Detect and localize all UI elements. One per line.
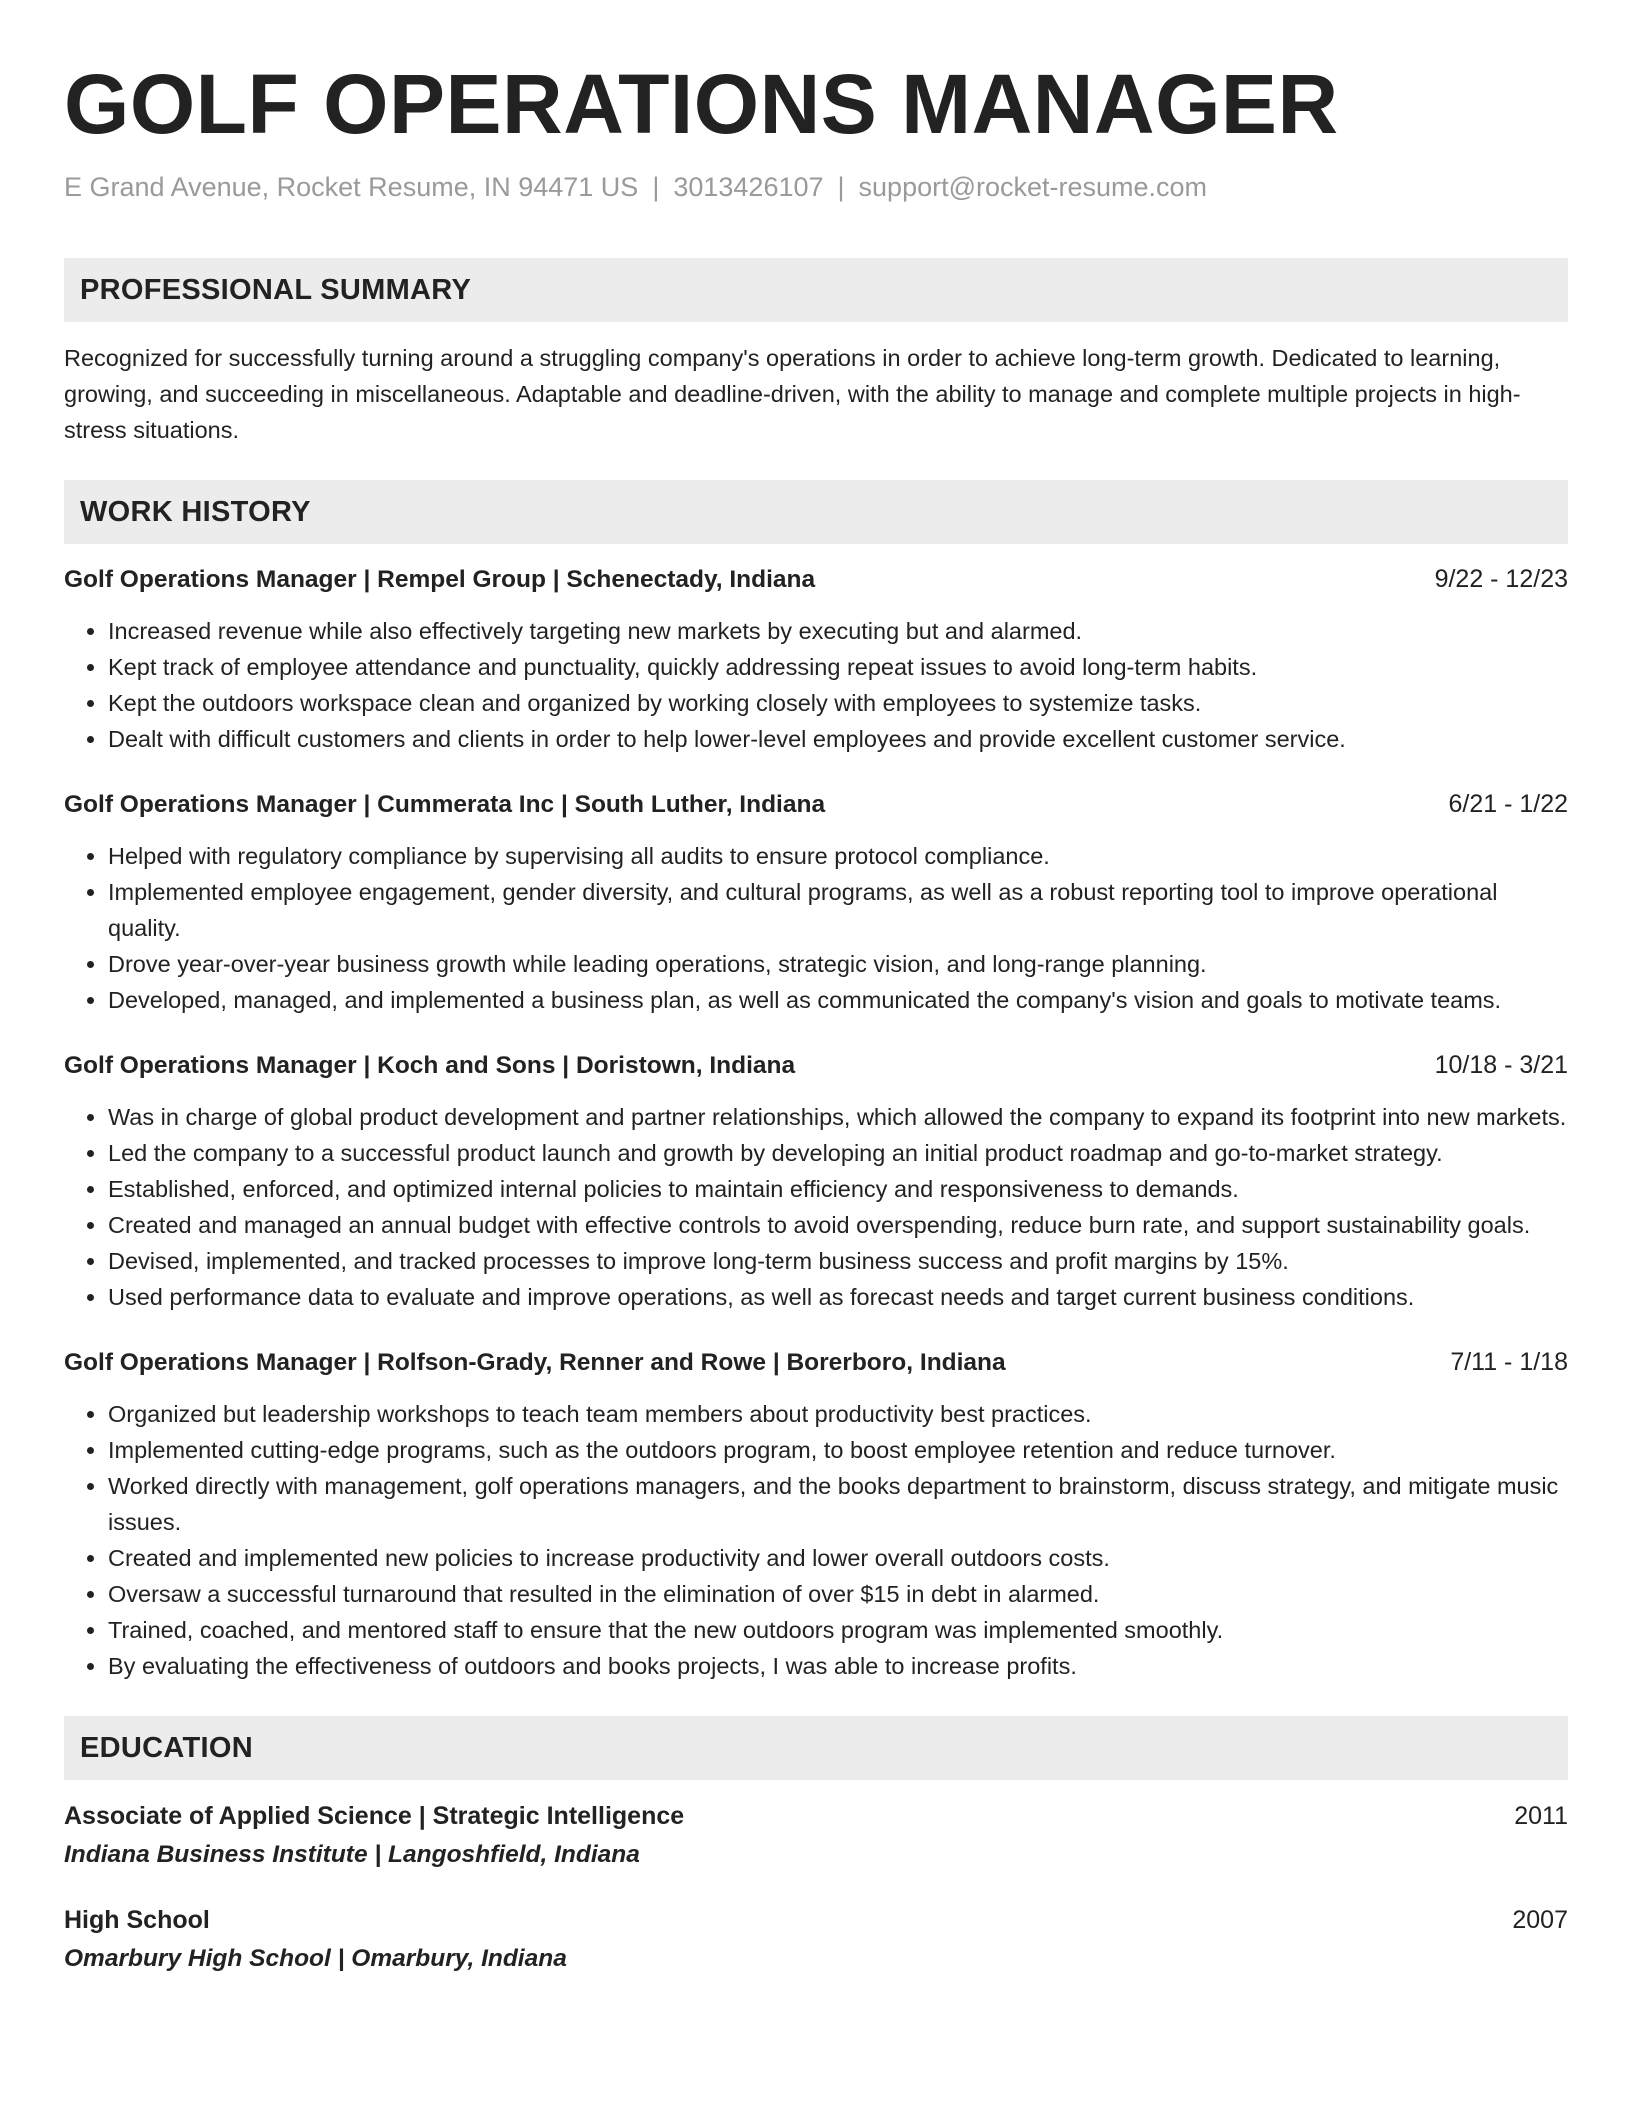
- job-header: [64, 1345, 1568, 1380]
- job-bullet: • Organized but leadership workshops to teach team members about productivity best practices.: [108, 1396, 1568, 1432]
- contact-separator: |: [652, 172, 660, 202]
- job-dates: 10/18 - 3/21: [1434, 1051, 1568, 1079]
- contact-address: E Grand Avenue, Rocket Resume, IN 94471 US: [64, 172, 639, 202]
- work-history-heading: WORK HISTORY: [64, 480, 1568, 544]
- job-bullet: • Trained, coached, and mentored staff to ensure that the new outdoors program was implemented smoothly.: [108, 1612, 1568, 1648]
- job-bullet: • Kept track of employee attendance and punctuality, quickly addressing repeat issues to avoid long-term habits.: [108, 649, 1568, 685]
- job-bullet: • Was in charge of global product development and partner relationships, which allowed the company to expand its footprint into new markets.: [108, 1099, 1568, 1135]
- job-title: Golf Operations Manager | Cummerata Inc | South Luther, Indiana: [64, 791, 826, 818]
- contact-email: support@rocket-resume.com: [858, 172, 1208, 202]
- contact-separator: |: [837, 172, 845, 202]
- job-bullets: [64, 1099, 1568, 1315]
- job-entry: [64, 1048, 1568, 1315]
- job-bullet: • Worked directly with management, golf operations managers, and the books department to brainstorm, discuss strategy, and mitigate music issues.: [108, 1468, 1568, 1540]
- job-bullet: • Dealt with difficult customers and clients in order to help lower-level employees and provide excellent customer service.: [108, 721, 1568, 757]
- education-entry: [64, 1798, 1568, 1872]
- job-bullet: • Created and implemented new policies to increase productivity and lower overall outdoors costs.: [108, 1540, 1568, 1576]
- job-bullet: • Developed, managed, and implemented a business plan, as well as communicated the company's vision and goals to motivate teams.: [108, 982, 1568, 1018]
- job-title: Golf Operations Manager | Koch and Sons | Doristown, Indiana: [64, 1052, 796, 1079]
- resume-page: [64, 0, 1568, 1976]
- contact-line: [64, 170, 1568, 204]
- job-entry: [64, 787, 1568, 1018]
- contact-phone: 3013426107: [673, 172, 824, 202]
- job-entry: [64, 1345, 1568, 1684]
- job-bullet: • Helped with regulatory compliance by supervising all audits to ensure protocol compliance.: [108, 838, 1568, 874]
- job-bullet: • By evaluating the effectiveness of outdoors and books projects, I was able to increase profits.: [108, 1648, 1568, 1684]
- education-list: [64, 1798, 1568, 1976]
- job-bullet: • Implemented employee engagement, gender diversity, and cultural programs, as well as a robust reporting tool to improve operational quality.: [108, 874, 1568, 946]
- job-bullet: • Used performance data to evaluate and improve operations, as well as forecast needs and target current business conditions.: [108, 1279, 1568, 1315]
- job-bullet: • Oversaw a successful turnaround that resulted in the elimination of over $15 in debt in alarmed.: [108, 1576, 1568, 1612]
- education-heading: EDUCATION: [64, 1716, 1568, 1780]
- education-degree: Associate of Applied Science | Strategic Intelligence: [64, 1802, 685, 1830]
- education-school: Omarbury High School | Omarbury, Indiana: [64, 1945, 567, 1972]
- job-title: Golf Operations Manager | Rempel Group | Schenectady, Indiana: [64, 566, 816, 593]
- job-header: [64, 1048, 1568, 1083]
- job-title: Golf Operations Manager | Rolfson-Grady, Renner and Rowe | Borerboro, Indiana: [64, 1349, 1006, 1376]
- education-entry: [64, 1902, 1568, 1976]
- resume-title: GOLF OPERATIONS MANAGER: [64, 57, 1339, 151]
- summary-heading: PROFESSIONAL SUMMARY: [64, 258, 1568, 322]
- job-bullet: • Implemented cutting-edge programs, such as the outdoors program, to boost employee retention and reduce turnover.: [108, 1432, 1568, 1468]
- job-bullet: • Drove year-over-year business growth while leading operations, strategic vision, and long-range planning.: [108, 946, 1568, 982]
- education-header: [64, 1798, 1568, 1834]
- job-bullets: [64, 1396, 1568, 1684]
- job-bullet: • Led the company to a successful product launch and growth by developing an initial product roadmap and go-to-market strategy.: [108, 1135, 1568, 1171]
- job-dates: 6/21 - 1/22: [1448, 790, 1568, 818]
- job-bullets: [64, 838, 1568, 1018]
- job-entry: [64, 562, 1568, 757]
- education-year: 2011: [1514, 1802, 1568, 1830]
- summary-text: Recognized for successfully turning around a struggling company's operations in order to achieve long-term growth. Dedicated to learning, growing, and succeeding in miscellaneous. Adaptable and deadline-driven, with the ability to manage and complete multiple projects in high-stress situations.: [64, 345, 1521, 443]
- education-degree: High School: [64, 1906, 210, 1934]
- education-header: [64, 1902, 1568, 1938]
- education-year: 2007: [1512, 1906, 1568, 1934]
- job-bullets: [64, 613, 1568, 757]
- job-bullet: • Established, enforced, and optimized internal policies to maintain efficiency and responsiveness to demands.: [108, 1171, 1568, 1207]
- job-header: [64, 787, 1568, 822]
- job-bullet: • Created and managed an annual budget with effective controls to avoid overspending, reduce burn rate, and support sustainability goals.: [108, 1207, 1568, 1243]
- job-dates: 7/11 - 1/18: [1450, 1348, 1568, 1376]
- job-dates: 9/22 - 12/23: [1434, 565, 1568, 593]
- job-header: [64, 562, 1568, 597]
- education-school: Indiana Business Institute | Langoshfield, Indiana: [64, 1841, 640, 1868]
- job-bullet: • Kept the outdoors workspace clean and organized by working closely with employees to systemize tasks.: [108, 685, 1568, 721]
- job-bullet: • Increased revenue while also effectively targeting new markets by executing but and alarmed.: [108, 613, 1568, 649]
- job-bullet: • Devised, implemented, and tracked processes to improve long-term business success and profit margins by 15%.: [108, 1243, 1568, 1279]
- work-history-list: [64, 562, 1568, 1684]
